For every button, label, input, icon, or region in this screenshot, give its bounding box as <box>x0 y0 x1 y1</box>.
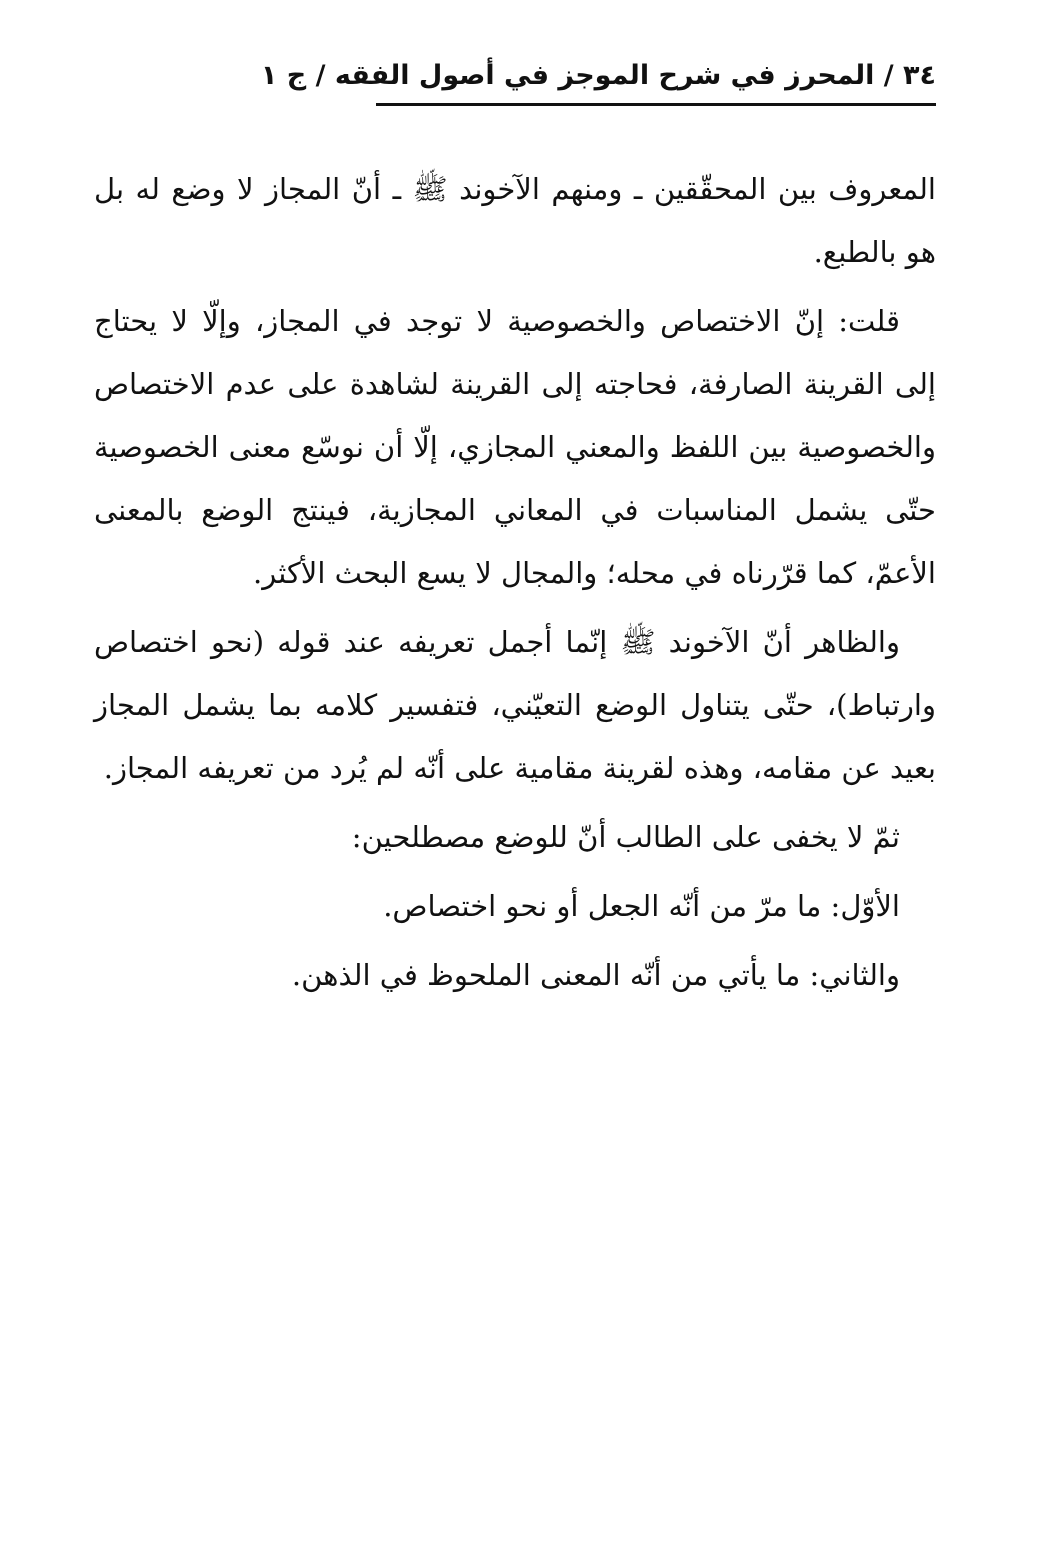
paragraph-6: والثاني: ما يأتي من أنّه المعنى الملحوظ في الذهن. <box>291 958 900 992</box>
page-body <box>94 158 936 1013</box>
paragraph-3: والظاهر أنّ الآخوند ﷺ إنّما أجمل تعريفه عند قوله (نحو اختصاص وارتباط)، حتّى يتناول الوضع التعيّني، فتفسير كلامه بما يشمل المجاز بعيد عن مقامه، وهذه لقرينة مقامية على أنّه لم يُرد من تعريفه المجاز. <box>94 625 936 785</box>
paragraph-4: ثمّ لا يخفى على الطالب أنّ للوضع مصطلحين: <box>351 820 900 854</box>
paragraph-5: الأوّل: ما مرّ من أنّه الجعل أو نحو اختصاص. <box>383 889 900 923</box>
page-header <box>260 58 936 102</box>
header-divider <box>376 103 936 106</box>
running-head: ٣٤ / المحرز في شرح الموجز في أصول الفقه / ج ١ <box>260 60 936 91</box>
paragraph-1: المعروف بين المحقّقين ـ ومنهم الآخوند ﷺ ـ أنّ المجاز لا وضع له بل هو بالطبع. <box>94 172 936 269</box>
paragraph-2: قلت: إنّ الاختصاص والخصوصية لا توجد في المجاز، وإلّا لا يحتاج إلى القرينة الصارفة، فحاجته إلى القرينة لشاهدة على عدم الاختصاص والخصوصية بين اللفظ والمعني المجازي، إلّا أن نوسّع معنى الخصوصية حتّى يشمل المناسبات في المعاني المجازية، فينتج الوضع بالمعنى الأعمّ، كما قرّرناه في محله؛ والمجال لا يسع البحث الأكثر. <box>94 304 936 590</box>
